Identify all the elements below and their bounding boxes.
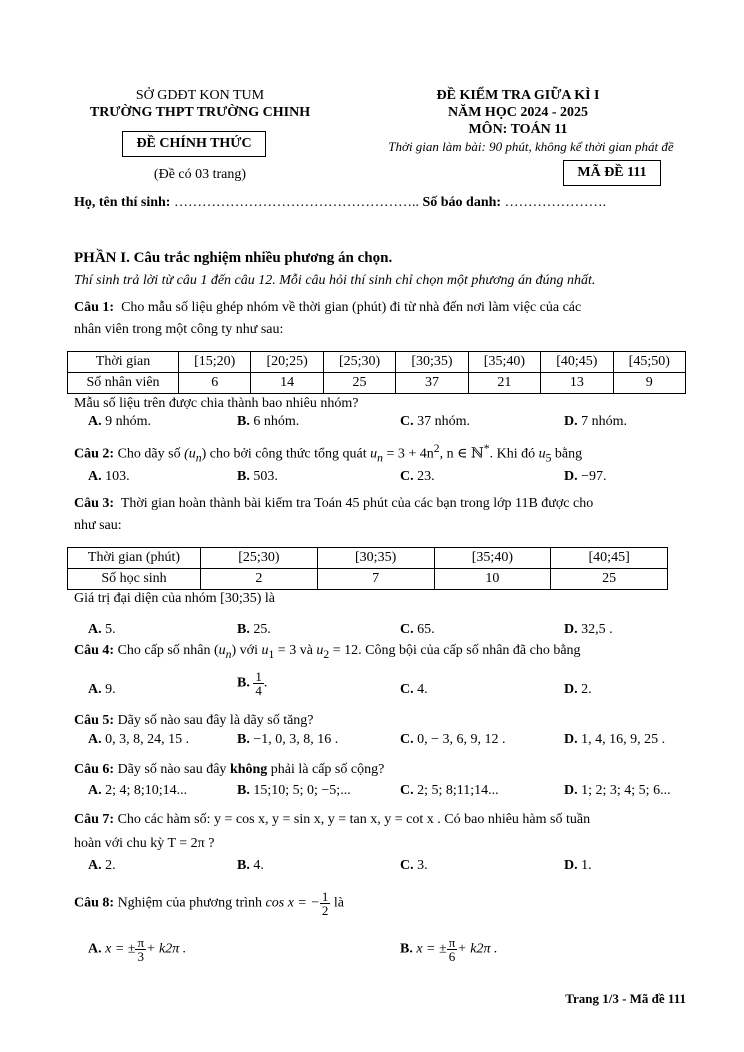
q6-option-d[interactable]: D. 1; 2; 3; 4; 5; 6... — [564, 783, 671, 798]
q6-label: Câu 6: — [74, 762, 115, 777]
q2-option-c[interactable]: C. 23. — [400, 469, 435, 484]
q7-text-line2: hoàn với chu kỳ T = 2π ? — [74, 836, 215, 851]
table-cell: [25;30) — [323, 352, 395, 373]
q2-option-d[interactable]: D. −97. — [564, 469, 607, 484]
q1-text — [74, 300, 581, 316]
q3-table — [67, 547, 668, 590]
q4-label: Câu 4: — [74, 643, 115, 658]
q4-option-c[interactable]: C. 4. — [400, 682, 428, 697]
q1-text-line1: Cho mẫu số liệu ghép nhóm về thời gian (phút) đi từ nhà đến nơi làm việc của các — [121, 300, 582, 315]
q4-option-a[interactable]: A. 9. — [88, 682, 116, 697]
q8-text: Câu 8: Nghiệm của phương trình cos x = − $\frac{1}{2}$ là — [74, 889, 344, 918]
table-cell: [40;45] — [551, 548, 668, 569]
table-cell: 9 — [613, 373, 685, 394]
pages-note: (Đề có 03 trang) — [153, 167, 247, 182]
q7-text: Câu 7: Cho các hàm số: y = cos x, y = sin x, y = tan x, y = cot x . Có bao nhiêu hàm số tuần — [74, 812, 591, 827]
name-dots: …………………………………………….. — [173, 195, 419, 210]
q6-option-a[interactable]: A. 2; 4; 8;10;14... — [88, 783, 188, 798]
q1-option-b[interactable]: B. 6 nhóm. — [237, 414, 300, 429]
table-cell: Số nhân viên — [68, 373, 179, 394]
q8-option-b[interactable]: B. x = ± $\frac{\pi}{6}$ + k2π . — [400, 935, 498, 964]
school-name: TRƯỜNG THPT TRƯỜNG CHINH — [89, 105, 311, 120]
table-cell: 21 — [468, 373, 540, 394]
q5-text: Câu 5: Dãy số nào sau đây là dãy số tăng? — [74, 713, 314, 728]
official-badge: ĐỀ CHÍNH THỨC — [122, 131, 266, 157]
time-note: Thời gian làm bài: 90 phút, không kể thời gian phát đề — [388, 139, 674, 154]
table-cell: [20;25) — [251, 352, 323, 373]
q4-option-d[interactable]: D. 2. — [564, 682, 592, 697]
q5-option-a[interactable]: A. 0, 3, 8, 24, 15 . — [88, 732, 190, 747]
q3-question: Giá trị đại diện của nhóm [30;35) là — [74, 591, 275, 606]
table-cell: 2 — [201, 569, 318, 590]
q3-option-d[interactable]: D. 32,5 . — [564, 622, 613, 637]
table-cell: 14 — [251, 373, 323, 394]
q2-option-a[interactable]: A. 103. — [88, 469, 130, 484]
table-row — [68, 548, 668, 569]
id-dots: …………………. — [504, 195, 607, 210]
table-cell: Số học sinh — [68, 569, 201, 590]
table-cell: 7 — [317, 569, 434, 590]
q5-option-b[interactable]: B. −1, 0, 3, 8, 16 . — [237, 732, 339, 747]
table-cell: [35;40) — [468, 352, 540, 373]
q2-option-b[interactable]: B. 503. — [237, 469, 278, 484]
student-info-line — [74, 195, 606, 211]
q7-label: Câu 7: — [74, 812, 115, 827]
page-footer: Trang 1/3 - Mã đề 111 — [565, 991, 686, 1006]
q7-option-c[interactable]: C. 3. — [400, 858, 428, 873]
table-row — [68, 352, 686, 373]
q7-option-a[interactable]: A. 2. — [88, 858, 116, 873]
q3-text: Câu 3: Thời gian hoàn thành bài kiểm tra Toán 45 phút của các bạn trong lớp 11B được cho — [74, 496, 594, 511]
q8-option-a[interactable]: A. x = ± $\frac{\pi}{3}$ + k2π . — [88, 935, 187, 964]
table-cell: 25 — [551, 569, 668, 590]
table-cell: [45;50) — [613, 352, 685, 373]
q3-label: Câu 3: — [74, 496, 115, 511]
q7-option-d[interactable]: D. 1. — [564, 858, 592, 873]
subject: MÔN: TOÁN 11 — [468, 122, 568, 137]
q6-text: Câu 6: Dãy số nào sau đây không phải là cấp số cộng? — [74, 762, 385, 777]
name-label: Họ, tên thí sinh: — [74, 195, 171, 210]
table-row — [68, 373, 686, 394]
q6-option-b[interactable]: B. 15;10; 5; 0; −5;... — [237, 783, 351, 798]
q6-option-c[interactable]: C. 2; 5; 8;11;14... — [400, 783, 499, 798]
part1-instruction: Thí sinh trả lời từ câu 1 đến câu 12. Mỗi câu hỏi thí sinh chỉ chọn một phương án đúng nhất. — [74, 273, 596, 288]
table-cell: [35;40) — [434, 548, 551, 569]
table-cell: 6 — [179, 373, 251, 394]
table-cell: [30;35) — [396, 352, 468, 373]
q3-text-line2: như sau: — [74, 518, 122, 533]
q3-option-b[interactable]: B. 25. — [237, 622, 271, 637]
q2-label: Câu 2: — [74, 446, 115, 462]
exam-code-badge: MÃ ĐỀ 111 — [563, 160, 661, 186]
table-cell: [25;30) — [201, 548, 318, 569]
q4-text: Câu 4: Cho cấp số nhân $(u_n)$ với $u_1 = 3$ và $u_2 = 12$. Công bội của cấp số nhân đã cho bằng — [74, 643, 581, 661]
q1-text-line2: nhân viên trong một công ty như sau: — [74, 322, 284, 337]
table-cell: Thời gian (phút) — [68, 548, 201, 569]
q5-option-d[interactable]: D. 1, 4, 16, 9, 25 . — [564, 732, 666, 747]
q1-option-c[interactable]: C. 37 nhóm. — [400, 414, 471, 429]
q1-option-d[interactable]: D. 7 nhóm. — [564, 414, 628, 429]
exam-title: ĐỀ KIỂM TRA GIỮA KÌ I — [436, 88, 600, 103]
q1-table — [67, 351, 686, 394]
school-year: NĂM HỌC 2024 - 2025 — [448, 105, 588, 120]
q8-label: Câu 8: — [74, 895, 115, 911]
table-cell: Thời gian — [68, 352, 179, 373]
q1-option-a[interactable]: A. 9 nhóm. — [88, 414, 152, 429]
q5-label: Câu 5: — [74, 713, 115, 728]
table-cell: 10 — [434, 569, 551, 590]
q1-question: Mẫu số liệu trên được chia thành bao nhiêu nhóm? — [74, 396, 359, 411]
q4-option-b[interactable]: B. $\frac{1}{4}$ . — [237, 669, 268, 698]
q3-option-a[interactable]: A. 5. — [88, 622, 116, 637]
part1-title: PHẦN I. Câu trắc nghiệm nhiều phương án chọn. — [74, 250, 393, 266]
q2-text: Câu 2: Cho dãy số $(u_n)$ cho bởi công thức tổng quát $u_n = 3 + 4n^2$, n ∈ ℕ*. Khi đó $u_5$ bằng — [74, 442, 583, 465]
q3-option-c[interactable]: C. 65. — [400, 622, 435, 637]
table-cell: 13 — [541, 373, 613, 394]
table-cell: [15;20) — [179, 352, 251, 373]
q5-option-c[interactable]: C. 0, − 3, 6, 9, 12 . — [400, 732, 506, 747]
q7-option-b[interactable]: B. 4. — [237, 858, 264, 873]
q1-label: Câu 1: — [74, 300, 115, 315]
table-cell: 25 — [323, 373, 395, 394]
department-name: SỞ GDĐT KON TUM — [135, 88, 265, 103]
table-cell: 37 — [396, 373, 468, 394]
table-cell: [40;45) — [541, 352, 613, 373]
table-row — [68, 569, 668, 590]
id-label: Số báo danh: — [422, 195, 502, 210]
table-cell: [30;35) — [317, 548, 434, 569]
